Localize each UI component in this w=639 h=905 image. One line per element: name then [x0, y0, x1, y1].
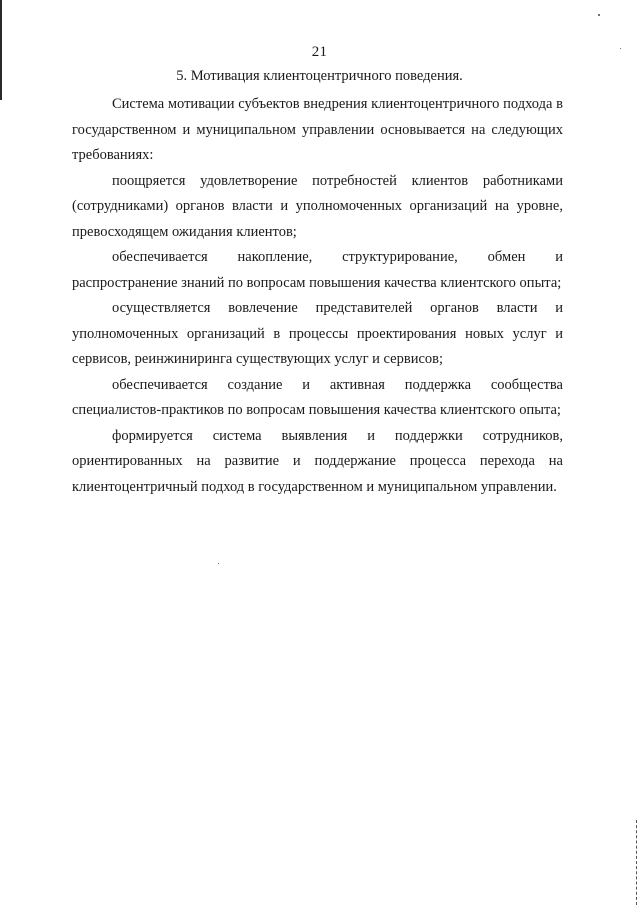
section-heading: 5. Мотивация клиентоцентричного поведения. — [176, 68, 463, 84]
body-paragraph-requirement: обеспечивается создание и активная поддержка сообщества специалистов-практиков по вопросам повышения качества клиентского опыта; — [72, 376, 563, 418]
body-paragraph-requirement: формируется система выявления и поддержки сотрудников, ориентированных на развитие и поддержание процесса перехода на клиентоцентричный подход в государственном и муниципальном управлении. — [72, 427, 563, 495]
body-paragraph-requirement: поощряется удовлетворение потребностей клиентов работниками (сотрудниками) органов власти и уполномоченных организаций на уровне, превосходящем ожидания клиентов; — [72, 172, 563, 240]
scan-speck — [218, 563, 219, 564]
body-paragraph-requirement: осуществляется вовлечение представителей органов власти и уполномоченных организаций в процессы проектирования новых услуг и сервисов, реинжиниринга существующих услуг и сервисов; — [72, 300, 563, 367]
page-number: 21 — [311, 44, 328, 60]
body-paragraph-requirement: обеспечивается накопление, структурирование, обмен и распространение знаний по вопросам повышения качества клиентского опыта; — [72, 249, 563, 291]
scan-edge-mark-right — [635, 820, 637, 905]
scan-speck — [598, 14, 600, 16]
document-body — [72, 92, 563, 500]
body-paragraph-intro: Система мотивации субъектов внедрения клиентоцентричного подхода в государственном и муниципальном управлении основывается на следующих требованиях: — [72, 96, 563, 163]
